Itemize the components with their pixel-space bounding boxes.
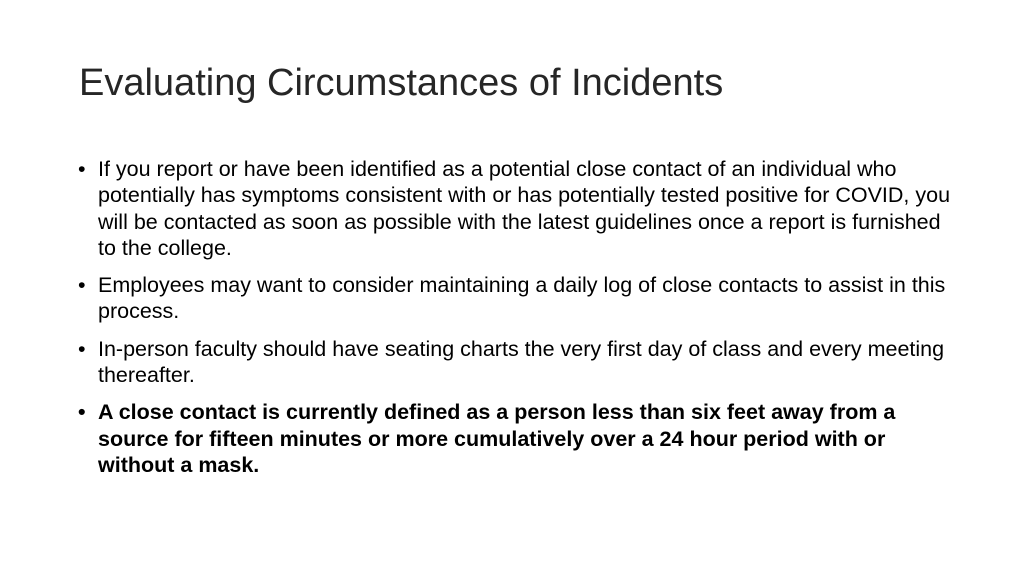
bullet-item-emphasis: • A close contact is currently defined as a person less than six feet away from a source for fifteen minutes or more cumulatively over a 24 hour period with or without a mask.	[78, 399, 958, 478]
bullet-list	[78, 156, 958, 489]
bullet-item: • Employees may want to consider maintaining a daily log of close contacts to assist in this process.	[78, 272, 958, 325]
bullet-item: • If you report or have been identified as a potential close contact of an individual who potentially has symptoms consistent with or has potentially tested positive for COVID, you will be contacted as soon as possible with the latest guidelines once a report is furnished to the college.	[78, 156, 958, 261]
bullet-item: • In-person faculty should have seating charts the very first day of class and every meeting thereafter.	[78, 336, 958, 389]
page-title: Evaluating Circumstances of Incidents	[79, 62, 724, 104]
